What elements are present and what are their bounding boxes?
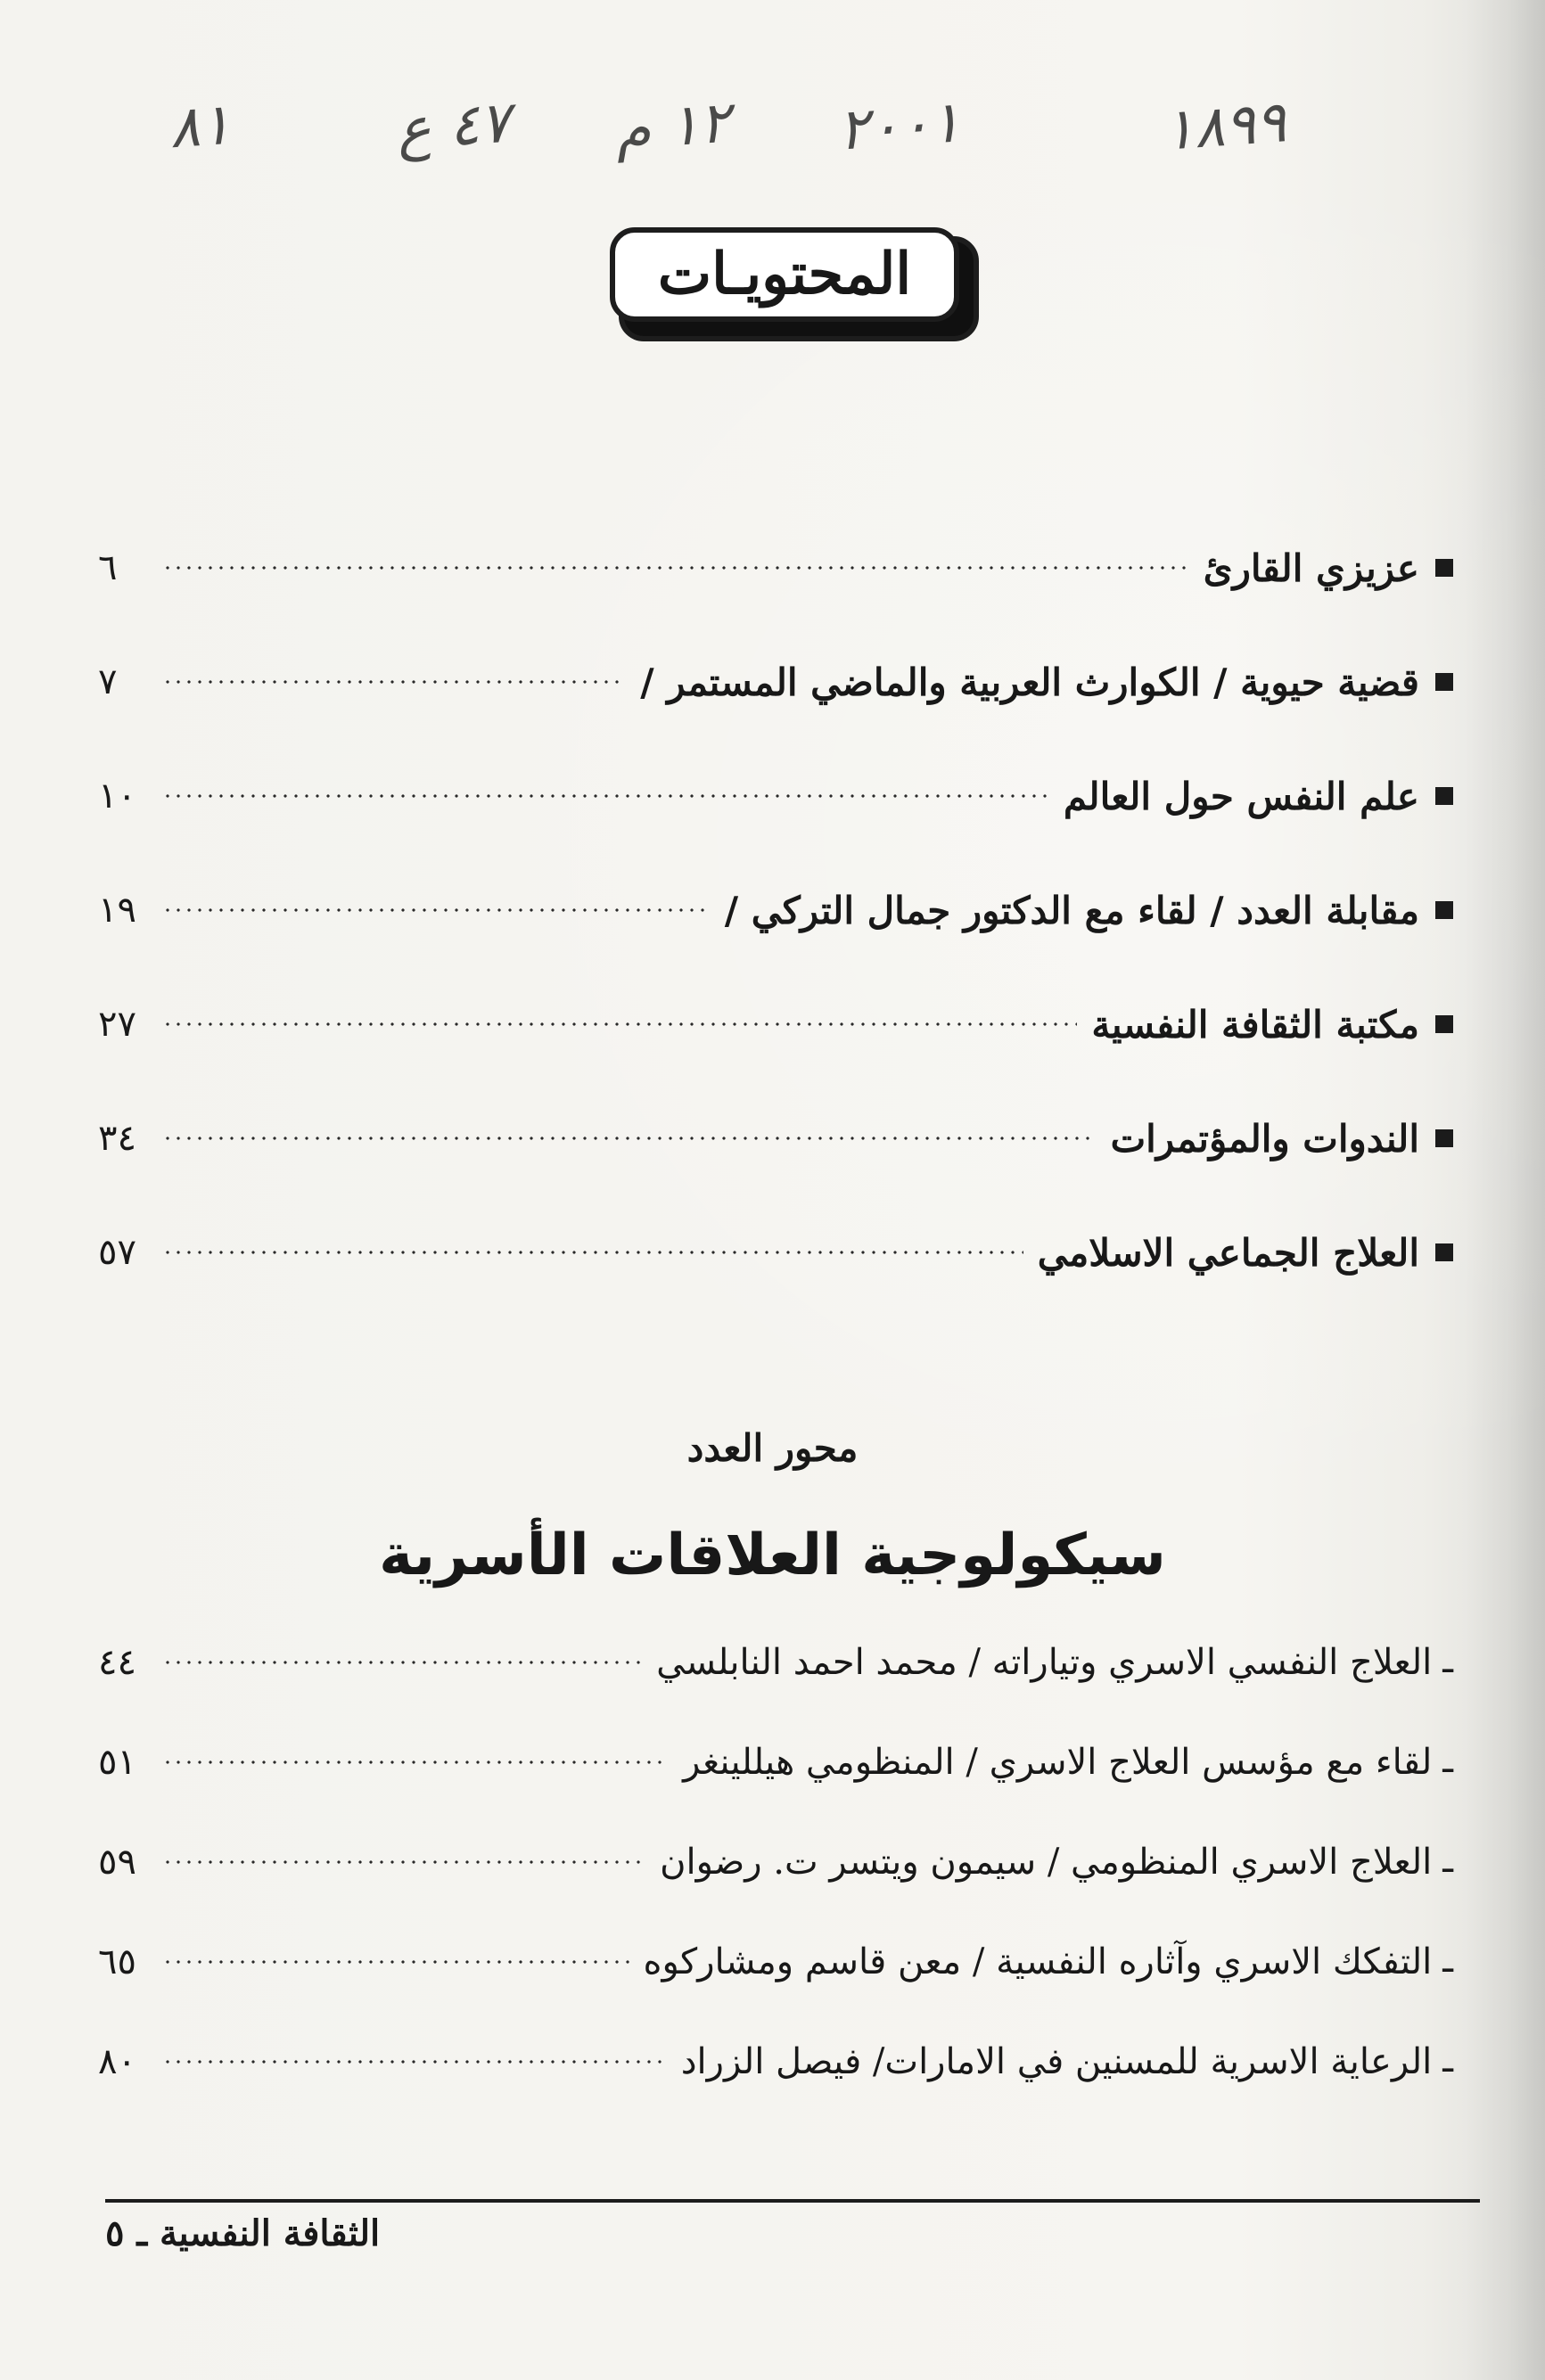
top-toc-page-number: ٣٤	[98, 1118, 136, 1159]
top-table-of-contents	[98, 544, 1453, 1310]
footer-divider	[105, 2199, 1480, 2203]
top-toc-title: عزيزي القارئ	[1203, 546, 1419, 590]
leader-dots	[162, 895, 711, 925]
handwritten-mark-a: ٨١	[167, 91, 234, 162]
bottom-toc-title: التفكك الاسري وآثاره النفسية / معن قاسم ومشاركوه	[643, 1941, 1433, 1982]
leader-dots	[162, 553, 1189, 583]
top-toc-row	[98, 886, 1453, 934]
bottom-toc-row	[98, 2038, 1453, 2086]
leader-dots	[162, 2047, 667, 2077]
leader-dots	[162, 1647, 642, 1678]
dash-bullet-icon: ـ	[1442, 1640, 1453, 1681]
leader-dots	[162, 781, 1049, 811]
top-toc-row	[98, 1114, 1453, 1162]
top-toc-row	[98, 772, 1453, 820]
contents-title: المحتويـات	[657, 241, 912, 308]
bottom-toc-row	[98, 1738, 1453, 1786]
bottom-toc-title: العلاج النفسي الاسري وتياراته / محمد احمد النابلسي	[656, 1642, 1433, 1683]
handwritten-mark-d: ٢٠٠١	[835, 89, 963, 164]
footer-text: الثقافة النفسية ـ ٥	[105, 2212, 381, 2254]
contents-title-frame	[610, 227, 959, 322]
bottom-toc-title: لقاء مع مؤسس العلاج الاسري / المنظومي هيللينغر	[683, 1742, 1433, 1783]
leader-dots	[162, 1947, 629, 1977]
dash-bullet-icon: ـ	[1442, 2039, 1453, 2080]
top-toc-page-number: ٢٧	[98, 1004, 136, 1045]
top-toc-page-number: ٦	[98, 547, 118, 588]
bottom-table-of-contents	[98, 1638, 1453, 2082]
top-toc-row	[98, 1000, 1453, 1048]
bottom-toc-title: العلاج الاسري المنظومي / سيمون ويتسر ت. رضوان	[660, 1842, 1433, 1883]
dash-bullet-icon: ـ	[1442, 1840, 1453, 1881]
square-bullet-icon	[1435, 1243, 1453, 1261]
bottom-toc-page-number: ٥٩	[98, 1842, 136, 1883]
top-toc-title: قضية حيوية / الكوارث العربية والماضي المستمر /	[640, 660, 1419, 704]
handwritten-mark-b: ٤٧ ع	[394, 89, 513, 164]
leader-dots	[162, 1123, 1097, 1153]
square-bullet-icon	[1435, 1015, 1453, 1033]
top-toc-page-number: ١٩	[98, 890, 136, 931]
bottom-toc-row	[98, 1938, 1453, 1986]
bottom-toc-page-number: ٨٠	[98, 2041, 136, 2082]
square-bullet-icon	[1435, 901, 1453, 919]
leader-dots	[162, 1237, 1023, 1268]
page-edge-shadow	[1465, 0, 1545, 2380]
bottom-toc-page-number: ٤٤	[98, 1642, 136, 1683]
square-bullet-icon	[1435, 559, 1453, 577]
bottom-toc-row	[98, 1838, 1453, 1886]
top-toc-title: علم النفس حول العالم	[1063, 774, 1419, 818]
top-toc-page-number: ٧	[98, 661, 118, 702]
square-bullet-icon	[1435, 673, 1453, 691]
top-toc-page-number: ١٠	[98, 776, 136, 817]
leader-dots	[162, 667, 626, 697]
leader-dots	[162, 1847, 645, 1877]
handwritten-mark-c: ١٢ م	[612, 89, 733, 164]
handwritten-mark-e: ١٨٩٩	[1161, 89, 1288, 164]
top-toc-title: مكتبة الثقافة النفسية	[1091, 1002, 1419, 1046]
dash-bullet-icon: ـ	[1442, 1740, 1453, 1781]
leader-dots	[162, 1009, 1077, 1039]
top-toc-title: الندوات والمؤتمرات	[1110, 1116, 1419, 1161]
square-bullet-icon	[1435, 1129, 1453, 1147]
bottom-toc-row	[98, 1638, 1453, 1687]
top-toc-row	[98, 1228, 1453, 1276]
top-toc-title: العلاج الجماعي الاسلامي	[1037, 1230, 1419, 1275]
bottom-toc-page-number: ٦٥	[98, 1941, 136, 1982]
top-toc-row	[98, 658, 1453, 706]
leader-dots	[162, 1747, 669, 1777]
top-toc-title: مقابلة العدد / لقاء مع الدكتور جمال التركي /	[724, 888, 1419, 932]
top-toc-row	[98, 544, 1453, 592]
top-toc-page-number: ٥٧	[98, 1232, 136, 1273]
contents-title-box	[610, 227, 975, 334]
section-title: سيكولوجية العلاقات الأسرية	[379, 1522, 1166, 1588]
section-kicker: محور العدد	[686, 1426, 859, 1470]
handwritten-marks	[0, 89, 1545, 201]
bottom-toc-page-number: ٥١	[98, 1742, 136, 1783]
bottom-toc-title: الرعاية الاسرية للمسنين في الامارات/ فيصل الزراد	[680, 2041, 1433, 2082]
dash-bullet-icon: ـ	[1442, 1940, 1453, 1981]
square-bullet-icon	[1435, 787, 1453, 805]
